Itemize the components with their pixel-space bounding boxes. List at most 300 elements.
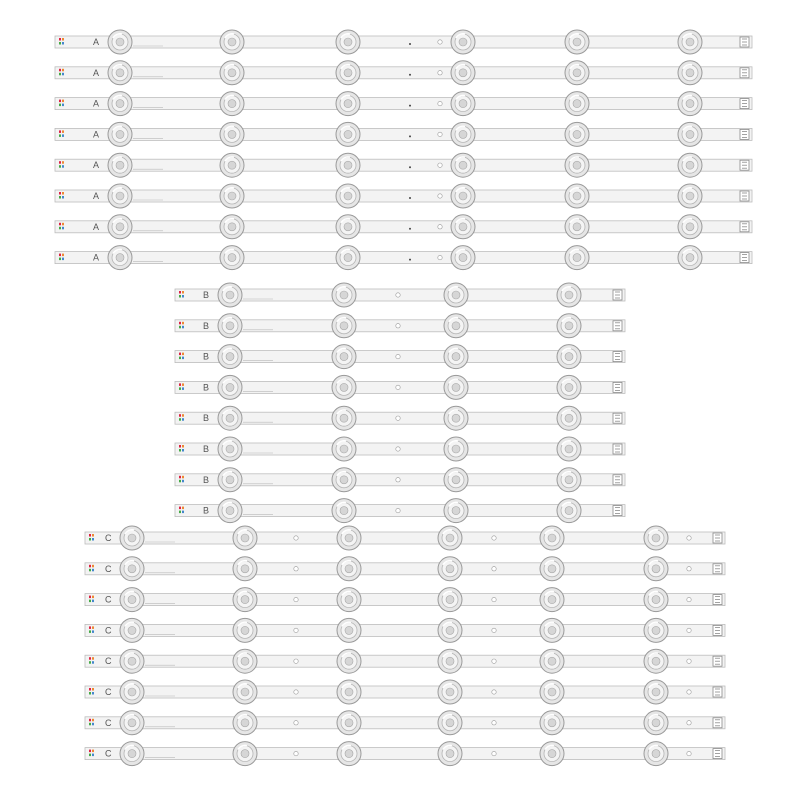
led-lens (233, 588, 257, 612)
mount-hole (687, 536, 691, 540)
connector-pin-mark (182, 353, 184, 356)
strip-label: A (93, 160, 100, 171)
connector-pin-mark (92, 626, 94, 629)
connector-pin-mark (182, 357, 184, 360)
led-lens (337, 649, 361, 673)
led-lens (444, 406, 468, 430)
connector-pin-mark (179, 418, 181, 421)
lens-core (446, 750, 454, 758)
connector-pin-mark (179, 387, 181, 390)
led-lens (540, 742, 564, 766)
led-lens (220, 30, 244, 54)
lens-core (452, 353, 460, 361)
lens-core (573, 69, 581, 77)
led-lens (332, 406, 356, 430)
connector-pin-mark (182, 418, 184, 421)
led-lens (108, 30, 132, 54)
connector-pin-mark (62, 104, 64, 107)
connector-pin-mark (92, 596, 94, 599)
lens-core (226, 291, 234, 299)
lens-core (573, 254, 581, 262)
lens-core (241, 750, 249, 758)
mount-hole (687, 628, 691, 632)
led-lens (557, 468, 581, 492)
connector-pin-mark (182, 322, 184, 325)
strip-label: C (105, 656, 112, 667)
mount-hole (294, 567, 298, 571)
lens-core (241, 688, 249, 696)
connector-pin-mark (62, 69, 64, 72)
led-lens (336, 61, 360, 85)
lens-core (344, 254, 352, 262)
lens-core (128, 534, 136, 542)
led-lens (332, 283, 356, 307)
connector-pin-mark (92, 534, 94, 537)
strip-label: C (105, 717, 112, 728)
strip-label: B (203, 320, 210, 331)
led-lens (233, 680, 257, 704)
lens-core (241, 534, 249, 542)
led-lens (451, 30, 475, 54)
led-lens (218, 345, 242, 369)
led-lens (218, 468, 242, 492)
lens-core (241, 565, 249, 573)
led-lens (220, 184, 244, 208)
lens-core (459, 100, 467, 108)
led-lens (678, 122, 702, 146)
connector-pin-mark (182, 291, 184, 294)
connector-pin-mark (59, 192, 61, 195)
lens-core (228, 100, 236, 108)
lens-core (128, 596, 136, 604)
lens-core (128, 688, 136, 696)
led-lens (678, 246, 702, 270)
led-lens (678, 215, 702, 239)
strip-label: A (93, 67, 100, 78)
lens-core (345, 750, 353, 758)
lens-core (446, 688, 454, 696)
lens-core (452, 414, 460, 422)
led-lens (220, 92, 244, 116)
led-lens (451, 246, 475, 270)
connector-pin-mark (179, 480, 181, 483)
led-lens (438, 680, 462, 704)
led-lens (218, 437, 242, 461)
connector-pin-mark (89, 719, 91, 722)
connector-pin-mark (92, 688, 94, 691)
connector-pin-mark (179, 511, 181, 513)
connector-pin-mark (59, 100, 61, 103)
mount-hole (438, 71, 442, 75)
lens-core (548, 688, 556, 696)
lens-core (226, 445, 234, 453)
lens-core (686, 130, 694, 138)
marker-dot (409, 228, 411, 230)
lens-core (459, 223, 467, 231)
mount-hole (687, 659, 691, 663)
strip-label: B (203, 413, 210, 424)
led-lens (233, 618, 257, 642)
mount-hole (294, 751, 298, 755)
lens-core (652, 719, 660, 727)
lens-core (652, 688, 660, 696)
led-lens (337, 742, 361, 766)
lens-core (548, 657, 556, 665)
connector-pin-mark (89, 754, 91, 757)
mount-hole (294, 597, 298, 601)
mount-hole (438, 255, 442, 259)
connector-pin-mark (59, 104, 61, 107)
lens-core (345, 596, 353, 604)
strip-label: B (203, 382, 210, 393)
lens-core (446, 596, 454, 604)
led-lens (233, 711, 257, 735)
mount-hole (438, 40, 442, 44)
connector-pin-mark (59, 258, 61, 261)
connector-pin-mark (89, 600, 91, 603)
led-lens (540, 588, 564, 612)
connector-pin-mark (179, 449, 181, 452)
lens-core (228, 38, 236, 46)
lens-core (548, 534, 556, 542)
led-lens (332, 314, 356, 338)
lens-core (446, 719, 454, 727)
connector-pin-mark (62, 196, 64, 199)
led-lens (332, 437, 356, 461)
strip-body (85, 594, 725, 606)
mount-hole (396, 508, 400, 512)
lens-core (228, 161, 236, 169)
lens-core (345, 626, 353, 634)
lens-core (345, 657, 353, 665)
connector-pin-mark (89, 657, 91, 660)
strip-label: B (203, 505, 210, 516)
strip-label: A (93, 252, 100, 263)
strip-label: A (93, 129, 100, 140)
marker-dot (409, 135, 411, 137)
led-lens (337, 618, 361, 642)
led-lens (451, 215, 475, 239)
connector-pin-mark (182, 476, 184, 479)
connector-pin-mark (89, 630, 91, 633)
mount-hole (396, 478, 400, 482)
led-lens (451, 122, 475, 146)
led-lens (565, 92, 589, 116)
led-lens (120, 711, 144, 735)
marker-dot (409, 197, 411, 199)
lens-core (652, 750, 660, 758)
mount-hole (687, 721, 691, 725)
led-lens (108, 153, 132, 177)
lens-core (548, 626, 556, 634)
mount-hole (687, 567, 691, 571)
lens-core (686, 69, 694, 77)
led-lens (565, 184, 589, 208)
connector-pin-mark (92, 661, 94, 664)
led-lens (557, 406, 581, 430)
led-lens (336, 184, 360, 208)
strip-label: C (105, 748, 112, 759)
connector-pin-mark (182, 387, 184, 390)
lens-core (565, 445, 573, 453)
lens-core (226, 353, 234, 361)
strip-body (85, 686, 725, 698)
lens-core (241, 596, 249, 604)
lens-core (459, 161, 467, 169)
led-lens (451, 184, 475, 208)
connector-pin-mark (92, 630, 94, 633)
lens-core (345, 688, 353, 696)
lens-core (340, 291, 348, 299)
lens-core (116, 254, 124, 262)
mount-hole (438, 132, 442, 136)
led-lens (678, 153, 702, 177)
mount-hole (492, 659, 496, 663)
led-lens (678, 30, 702, 54)
led-lens (438, 526, 462, 550)
led-lens (233, 557, 257, 581)
connector-pin-mark (182, 295, 184, 298)
led-lens (565, 122, 589, 146)
connector-pin-mark (89, 565, 91, 568)
lens-core (344, 38, 352, 46)
led-lens (337, 557, 361, 581)
lens-core (686, 223, 694, 231)
mount-hole (396, 447, 400, 451)
led-lens (337, 588, 361, 612)
connector-pin-mark (92, 657, 94, 660)
lens-core (459, 69, 467, 77)
connector-pin-mark (182, 480, 184, 483)
lens-core (345, 534, 353, 542)
led-lens (336, 30, 360, 54)
led-lens (220, 215, 244, 239)
lens-core (686, 254, 694, 262)
connector-pin-mark (92, 538, 94, 541)
connector-pin-mark (89, 596, 91, 599)
lens-core (128, 750, 136, 758)
led-lens (557, 314, 581, 338)
connector-pin-mark (179, 414, 181, 417)
lens-core (652, 626, 660, 634)
led-lens (678, 184, 702, 208)
lens-core (226, 383, 234, 391)
lens-core (452, 322, 460, 330)
led-lens (444, 437, 468, 461)
lens-core (128, 657, 136, 665)
lens-core (446, 565, 454, 573)
connector-pin-mark (182, 445, 184, 448)
connector-pin-mark (62, 42, 64, 45)
mount-hole (492, 628, 496, 632)
connector-pin-mark (92, 565, 94, 568)
led-lens (108, 92, 132, 116)
connector-pin-mark (59, 254, 61, 257)
led-lens (108, 61, 132, 85)
connector-pin-mark (92, 600, 94, 603)
connector-pin-mark (182, 511, 184, 513)
lens-core (344, 161, 352, 169)
led-lens (218, 314, 242, 338)
lens-core (116, 223, 124, 231)
connector-pin-mark (62, 192, 64, 195)
connector-pin-mark (92, 754, 94, 757)
connector-pin-mark (62, 130, 64, 133)
led-lens (444, 468, 468, 492)
lens-core (128, 626, 136, 634)
connector-pin-mark (59, 130, 61, 133)
connector-pin-mark (59, 42, 61, 45)
led-lens (565, 215, 589, 239)
marker-dot (409, 259, 411, 261)
strip-label: C (105, 625, 112, 636)
connector-pin-mark (62, 134, 64, 137)
mount-hole (492, 597, 496, 601)
connector-pin-mark (59, 161, 61, 164)
led-lens (644, 649, 668, 673)
strip-label: C (105, 533, 112, 543)
led-lens (565, 153, 589, 177)
strip-body (85, 655, 725, 667)
marker-dot (409, 74, 411, 76)
strip-body (85, 624, 725, 636)
lens-core (344, 100, 352, 108)
connector-pin-mark (89, 626, 91, 629)
mount-hole (396, 324, 400, 328)
lens-core (548, 565, 556, 573)
lens-core (565, 322, 573, 330)
connector-pin-mark (179, 445, 181, 448)
connector-pin-mark (92, 719, 94, 722)
lens-core (686, 192, 694, 200)
strip-label: C (105, 687, 112, 697)
led-lens (451, 92, 475, 116)
led-lens (557, 345, 581, 369)
connector-pin-mark (59, 223, 61, 226)
connector-pin-mark (62, 73, 64, 76)
lens-core (565, 476, 573, 484)
connector-pin-mark (92, 723, 94, 726)
lens-core (116, 130, 124, 138)
led-lens (451, 61, 475, 85)
led-lens (444, 375, 468, 399)
lens-core (565, 353, 573, 361)
lens-core (565, 383, 573, 391)
lens-core (548, 596, 556, 604)
strip-body (85, 748, 725, 760)
led-lens (438, 557, 462, 581)
lens-core (344, 192, 352, 200)
connector-pin-mark (179, 353, 181, 356)
led-lens (233, 649, 257, 673)
connector-pin-mark (62, 38, 64, 41)
led-lens (540, 711, 564, 735)
led-lens (120, 680, 144, 704)
led-lens (336, 246, 360, 270)
led-lens (644, 711, 668, 735)
led-lens (336, 153, 360, 177)
lens-core (686, 161, 694, 169)
connector-pin-mark (62, 165, 64, 168)
connector-pin-mark (92, 569, 94, 572)
lens-core (452, 507, 460, 515)
connector-pin-mark (62, 258, 64, 261)
lens-core (340, 507, 348, 515)
mount-hole (492, 536, 496, 540)
led-lens (444, 283, 468, 307)
marker-dot (409, 166, 411, 168)
lens-core (116, 69, 124, 77)
mount-hole (294, 628, 298, 632)
mount-hole (438, 194, 442, 198)
led-lens (337, 711, 361, 735)
connector-pin-mark (59, 227, 61, 230)
lens-core (686, 100, 694, 108)
led-lens (120, 526, 144, 550)
led-lens (336, 215, 360, 239)
led-lens (540, 649, 564, 673)
connector-pin-mark (179, 507, 181, 510)
lens-core (452, 445, 460, 453)
lens-core (128, 719, 136, 727)
lens-core (652, 657, 660, 665)
lens-core (452, 383, 460, 391)
lens-core (241, 657, 249, 665)
lens-core (226, 414, 234, 422)
led-lens (220, 122, 244, 146)
led-lens (220, 153, 244, 177)
lens-core (226, 507, 234, 515)
mount-hole (687, 690, 691, 694)
led-lens (557, 283, 581, 307)
lens-core (340, 322, 348, 330)
strip-label: A (93, 191, 100, 201)
led-lens (438, 618, 462, 642)
led-lens (233, 526, 257, 550)
connector-pin-mark (59, 38, 61, 41)
led-lens (644, 526, 668, 550)
connector-pin-mark (89, 723, 91, 726)
connector-pin-mark (182, 326, 184, 329)
led-lens (451, 153, 475, 177)
lens-core (344, 130, 352, 138)
led-lens (540, 680, 564, 704)
connector-pin-mark (89, 661, 91, 664)
mount-hole (294, 721, 298, 725)
led-lens (557, 437, 581, 461)
led-lens (438, 588, 462, 612)
strip-label: B (203, 351, 210, 362)
connector-pin-mark (59, 165, 61, 168)
lens-core (459, 38, 467, 46)
connector-pin-mark (179, 291, 181, 294)
led-lens (540, 557, 564, 581)
connector-pin-mark (89, 534, 91, 537)
lens-core (340, 476, 348, 484)
connector-pin-mark (62, 100, 64, 103)
mount-hole (492, 567, 496, 571)
lens-core (228, 69, 236, 77)
strip-label: B (203, 444, 210, 454)
lens-core (573, 130, 581, 138)
mount-hole (687, 751, 691, 755)
led-lens (444, 345, 468, 369)
lens-core (573, 100, 581, 108)
connector-pin-mark (182, 383, 184, 386)
lens-core (573, 192, 581, 200)
connector-pin-mark (62, 254, 64, 257)
led-lens (218, 499, 242, 523)
